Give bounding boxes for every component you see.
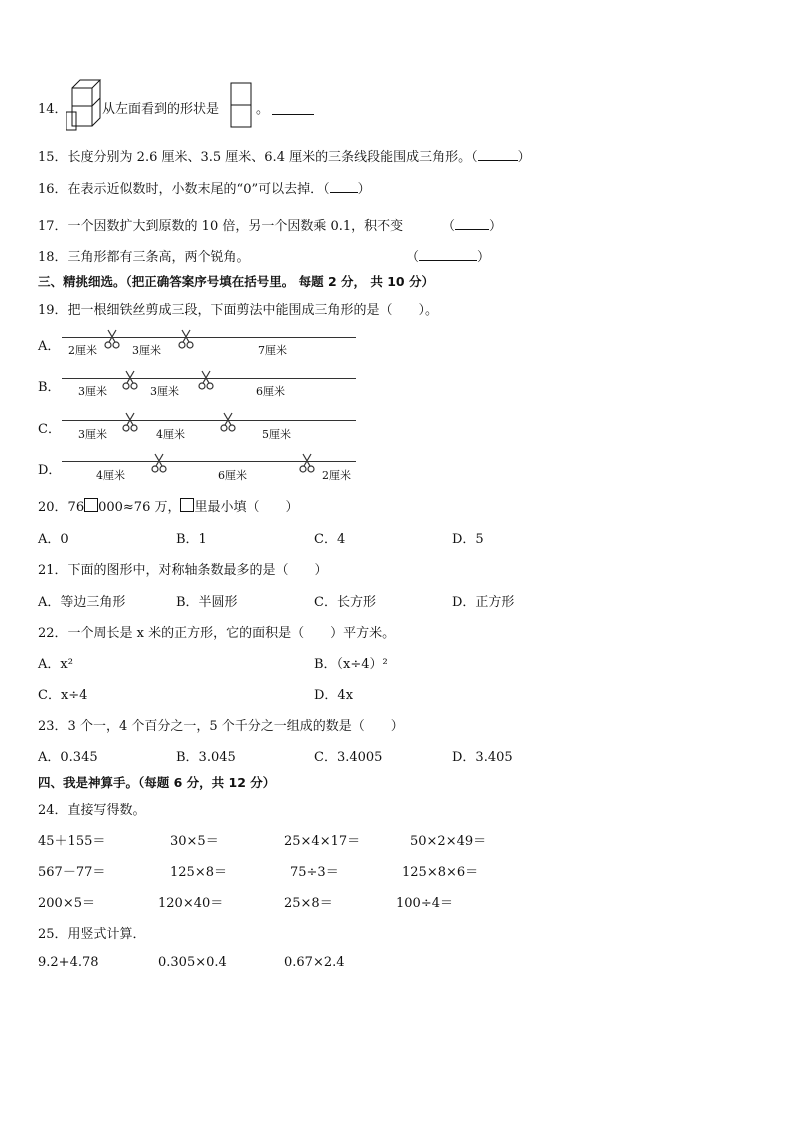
q21-text: 21．下面的图形中，对称轴条数最多的是（ ） (38, 563, 328, 578)
q17-text: 17．一个因数扩大到原数的 10 倍，另一个因数乘 0.1，积不变 (38, 219, 404, 234)
q19-d-label-3: 2厘米 (322, 469, 351, 482)
q24-item: 125×8＝ (170, 865, 227, 880)
q18-open: （ (406, 250, 420, 265)
q21-option-a[interactable]: A．等边三角形 (38, 595, 126, 610)
q19-a-label-1: 2厘米 (68, 344, 97, 357)
q19-a-label-3: 7厘米 (258, 344, 287, 357)
scissors-icon (151, 453, 167, 477)
q19-text: 19．把一根细铁丝剪成三段，下面剪法中能围成三角形的是（ ）。 (38, 303, 439, 318)
q20-text-c: 里最小填（ ） (194, 500, 299, 515)
q24-item: 567－77＝ (38, 865, 106, 880)
q24-item: 75÷3＝ (290, 865, 339, 880)
cube-stack-figure (66, 76, 102, 132)
q19-b-label-2: 3厘米 (150, 385, 179, 398)
q17-answer-blank[interactable] (455, 217, 489, 230)
q16-answer-blank[interactable] (330, 180, 358, 193)
q24-item: 25×4×17＝ (284, 834, 361, 849)
q15-text: 15．长度分别为 2.6 厘米、3.5 厘米、6.4 厘米的三条线段能围成三角形。（ (38, 150, 478, 165)
q24-item: 50×2×49＝ (410, 834, 487, 849)
q18-text: 18．三角形都有三条高，两个锐角。 (38, 250, 250, 265)
q20-option-b[interactable]: B．1 (176, 532, 207, 547)
q25-item: 0.305×0.4 (158, 955, 227, 970)
q24-item: 45＋155＝ (38, 834, 106, 849)
left-view-shape (230, 82, 252, 128)
q25-text: 25．用竖式计算． (38, 927, 146, 942)
q24-item: 30×5＝ (170, 834, 219, 849)
q23-text: 23．3 个一，4 个百分之一，5 个千分之一组成的数是（ ） (38, 719, 404, 734)
q19-d-label-1: 4厘米 (96, 469, 125, 482)
section-4-heading: 四、我是神算手。（每题 6 分，共 12 分） (38, 775, 276, 790)
q19-option-b-letter[interactable]: B． (38, 380, 61, 395)
q20-fill-box-ref (180, 498, 194, 512)
q21-option-c[interactable]: C．长方形 (314, 595, 376, 610)
section-3-heading: 三、精挑细选。（把正确答案序号填在括号里。 每题 2 分， 共 10 分） (38, 274, 434, 289)
q24-item: 25×8＝ (284, 896, 333, 911)
q23-option-c[interactable]: C．3.4005 (314, 750, 383, 765)
q19-d-label-2: 6厘米 (218, 469, 247, 482)
q24-text: 24．直接写得数。 (38, 803, 146, 818)
q22-option-d[interactable]: D．4x (314, 688, 354, 703)
q24-item: 100÷4＝ (396, 896, 453, 911)
q19-c-label-2: 4厘米 (156, 428, 185, 441)
q20-option-d[interactable]: D．5 (452, 532, 484, 547)
q23-option-d[interactable]: D．3.405 (452, 750, 513, 765)
q15-answer-blank[interactable] (478, 148, 518, 161)
q19-c-label-3: 5厘米 (262, 428, 291, 441)
q19-a-label-2: 3厘米 (132, 344, 161, 357)
q18-answer-blank[interactable] (419, 248, 477, 261)
q22-option-c[interactable]: C．x÷4 (38, 688, 88, 703)
q24-item: 120×40＝ (158, 896, 224, 911)
scissors-icon (122, 412, 138, 436)
q18-close: ） (477, 250, 491, 265)
q21-option-d[interactable]: D．正方形 (452, 595, 515, 610)
q20-text-b: 000≈76 万， (98, 500, 181, 515)
q17-open: （ (442, 219, 456, 234)
q16-close: ） (357, 182, 371, 197)
scissors-icon (178, 329, 194, 353)
q14-number: 14． (38, 102, 68, 117)
q14-text: 从左面看到的形状是 (102, 102, 220, 117)
q15-close: ） (517, 150, 531, 165)
q20-fill-box[interactable] (84, 498, 98, 512)
q22-text: 22．一个周长是 x 米的正方形，它的面积是（ ）平方米。 (38, 626, 396, 641)
q23-option-a[interactable]: A．0.345 (38, 750, 98, 765)
q25-item: 9.2+4.78 (38, 955, 99, 970)
scissors-icon (220, 412, 236, 436)
q19-b-label-3: 6厘米 (256, 385, 285, 398)
q14-answer-blank[interactable] (272, 102, 314, 115)
q19-c-label-1: 3厘米 (78, 428, 107, 441)
q24-item: 200×5＝ (38, 896, 95, 911)
q19-option-c-wire (62, 420, 356, 421)
q17-close: ） (489, 219, 503, 234)
q21-option-b[interactable]: B．半圆形 (176, 595, 238, 610)
scissors-icon (104, 329, 120, 353)
scissors-icon (299, 453, 315, 477)
q19-option-a-letter[interactable]: A． (38, 339, 61, 354)
q24-item: 125×8×6＝ (402, 865, 479, 880)
q14-end: 。 (256, 102, 270, 117)
q19-b-label-1: 3厘米 (78, 385, 107, 398)
q22-option-b[interactable]: B．（x÷4）² (314, 657, 388, 672)
q25-item: 0.67×2.4 (284, 955, 345, 970)
q20-option-a[interactable]: A．0 (38, 532, 69, 547)
q19-option-d-letter[interactable]: D． (38, 463, 62, 478)
q20-option-c[interactable]: C．4 (314, 532, 346, 547)
scissors-icon (198, 370, 214, 394)
q22-option-a[interactable]: A．x² (38, 657, 73, 672)
q20-text-a: 20．76 (38, 500, 85, 515)
q23-option-b[interactable]: B．3.045 (176, 750, 236, 765)
q19-option-c-letter[interactable]: C． (38, 422, 61, 437)
scissors-icon (122, 370, 138, 394)
q16-text: 16．在表示近似数时，小数末尾的“0”可以去掉．（ (38, 182, 330, 197)
